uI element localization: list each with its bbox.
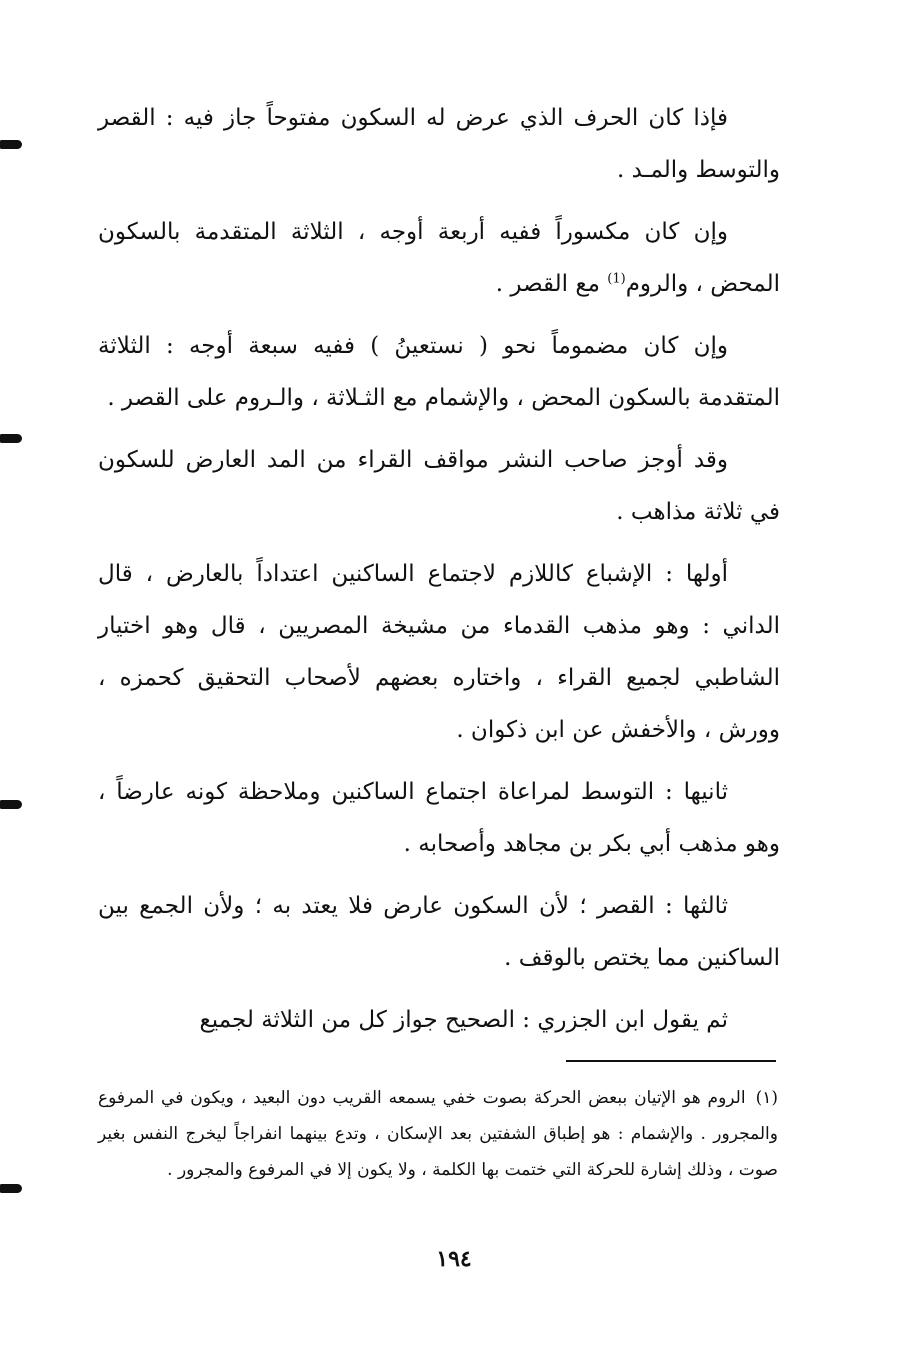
footnote-reference: (1) (607, 271, 626, 287)
paragraph (98, 206, 780, 310)
margin-mark (0, 434, 22, 443)
paragraph-text: وإن كان مكسوراً ففيه أربعة أوجه ، الثلاثة المتقدمة بالسكون المحض ، والروم (98, 219, 780, 297)
footnote-text: الروم هو الإتيان ببعض الحركة بصوت خفي يسمعه القريب دون البعيد ، ويكون في المرفوع والمجرور . والإشمام : هو إطباق الشفتين بعد الإسكان ، وتدع بينهما انفراجاً ليخرج النفس بغير صوت ، وذلك إشارة للحركة التي ختمت بها الكلمة ، ولا يكون إلا في المرفوع والمجرور . (98, 1088, 778, 1180)
paragraph: ثالثها : القصر ؛ لأن السكون عارض فلا يعتد به ؛ ولأن الجمع بين الساكنين مما يختص بالوقف . (98, 893, 780, 971)
footnote-separator (566, 1060, 776, 1062)
margin-mark (0, 800, 22, 809)
paragraph: ثم يقول ابن الجزري : الصحيح جواز كل من الثلاثة لجميع (199, 1007, 728, 1033)
footnote-marker: (١) (755, 1088, 778, 1108)
margin-mark (0, 1184, 22, 1193)
paragraph: ثانيها : التوسط لمراعاة اجتماع الساكنين وملاحظة كونه عارضاً ، وهو مذهب أبي بكر بن مجاهد وأصحابه . (98, 779, 780, 857)
margin-mark (0, 140, 22, 149)
body-text (98, 92, 780, 1056)
footnote (98, 1080, 778, 1188)
paragraph-text: مع القصر . (495, 271, 608, 297)
paragraph: أولها : الإشباع كاللازم لاجتماع الساكنين اعتداداً بالعارض ، قال الداني : وهو مذهب القدماء من مشيخة المصريين ، قال وهو اختيار الشاطبي لجميع القراء ، واختاره بعضهم لأصحاب التحقيق كحمزه ، وورش ، والأخفش عن ابن ذكوان . (98, 561, 780, 743)
paragraph: وإن كان مضموماً نحو ( نستعينُ ) ففيه سبعة أوجه : الثلاثة المتقدمة بالسكون المحض ، والإشمام مع الثـلاثة ، والـروم على القصر . (98, 333, 780, 411)
paragraph: وقد أوجز صاحب النشر مواقف القراء من المد العارض للسكون في ثلاثة مذاهب . (98, 447, 780, 525)
paragraph: فإذا كان الحرف الذي عرض له السكون مفتوحاً جاز فيه : القصر والتوسط والمـد . (98, 105, 780, 183)
page-number: ١٩٤ (436, 1246, 472, 1272)
